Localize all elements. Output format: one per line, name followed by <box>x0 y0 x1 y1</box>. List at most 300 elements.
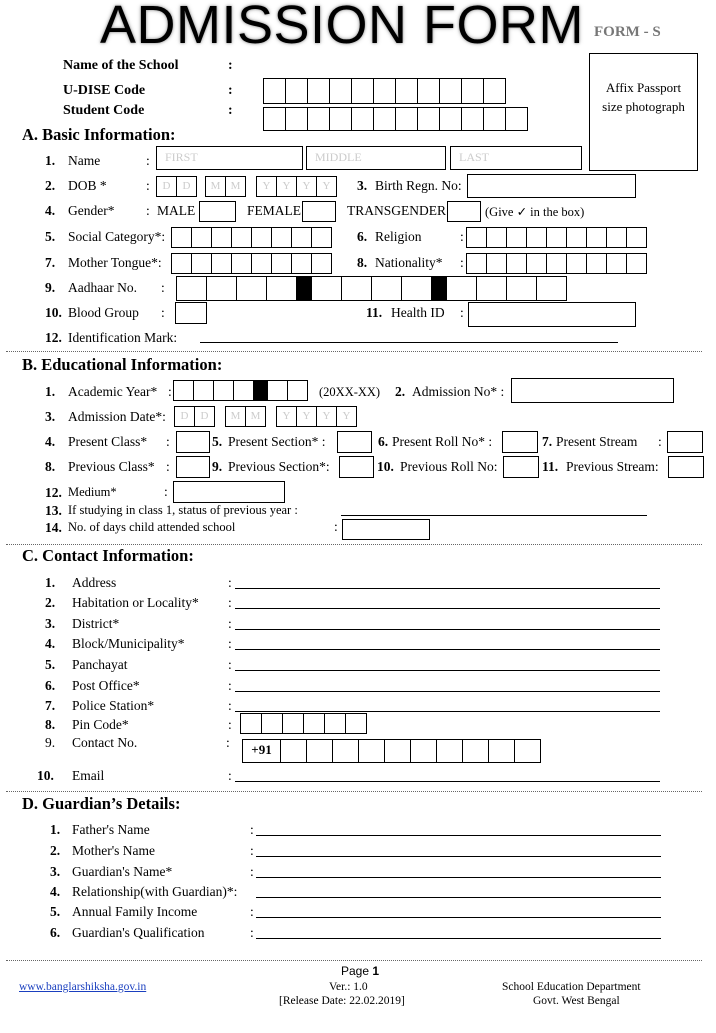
date-cell[interactable]: Y <box>336 406 357 427</box>
item-number: 1. <box>45 575 56 590</box>
release-date: [Release Date: 22.02.2019] <box>279 995 405 1007</box>
photo-instruction: Affix Passport size photograph <box>602 80 685 114</box>
religion-cell[interactable] <box>586 227 607 248</box>
udise-cell[interactable] <box>439 78 462 104</box>
pin-cell[interactable] <box>240 713 262 734</box>
dob-cell[interactable]: D <box>176 176 197 197</box>
relationship-label: Relationship(with Guardian)*: <box>72 884 238 899</box>
religion-boxes[interactable] <box>467 227 647 248</box>
district-input[interactable] <box>235 629 660 630</box>
aadhaar-cell[interactable] <box>371 276 402 301</box>
item-number: 2. <box>45 595 56 610</box>
student-code-cell[interactable] <box>351 107 374 131</box>
name-label: Name <box>68 153 101 168</box>
previous-section-input[interactable] <box>339 456 374 478</box>
police-station-label: Police Station* <box>72 698 155 713</box>
dob-cell[interactable]: D <box>156 176 177 197</box>
year-cell[interactable] <box>267 380 288 401</box>
item-number: 12. <box>45 330 62 345</box>
blood-group-input[interactable] <box>175 302 207 324</box>
present-stream-input[interactable] <box>667 431 703 453</box>
student-code-cell[interactable] <box>505 107 528 131</box>
nationality-cell[interactable] <box>486 253 507 274</box>
mother-name-label: Mother's Name <box>72 843 156 858</box>
last-name-placeholder: LAST <box>459 150 489 164</box>
page-indicator <box>341 964 379 978</box>
social-cell[interactable] <box>311 227 332 248</box>
item-number: 7. <box>45 255 56 270</box>
medium-label: Medium* <box>68 485 117 499</box>
dob-day-boxes[interactable] <box>157 176 197 197</box>
item-number: 6. <box>357 229 368 244</box>
student-code-cell[interactable] <box>395 107 418 131</box>
year-cell[interactable] <box>173 380 194 401</box>
website-link[interactable]: www.banglarshiksha.gov.in <box>19 981 147 993</box>
udise-cell[interactable] <box>307 78 330 104</box>
birth-regn-input[interactable] <box>467 174 636 198</box>
admission-year-boxes[interactable] <box>277 406 357 427</box>
religion-cell[interactable] <box>486 227 507 248</box>
mother-tongue-cell[interactable] <box>231 253 252 274</box>
passport-photo-box[interactable] <box>589 53 698 171</box>
udise-label: U-DISE Code <box>63 83 146 98</box>
colon: : <box>161 305 165 320</box>
colon: : <box>228 595 232 610</box>
social-category-label: Social Category*: <box>68 229 166 244</box>
present-section-input[interactable] <box>337 431 372 453</box>
udise-cell[interactable] <box>395 78 418 104</box>
mother-tongue-cell[interactable] <box>291 253 312 274</box>
identification-mark-label: Identification Mark: <box>68 330 178 345</box>
colon: : <box>166 459 170 474</box>
mother-tongue-cell[interactable] <box>251 253 272 274</box>
item-number: 2. <box>45 178 56 193</box>
mother-name-input[interactable] <box>256 856 661 857</box>
date-cell[interactable]: M <box>245 406 266 427</box>
religion-cell[interactable] <box>466 227 487 248</box>
contact-cell[interactable] <box>384 739 411 763</box>
aadhaar-label: Aadhaar No. <box>68 280 137 295</box>
colon: : <box>250 864 254 879</box>
aadhaar-cell[interactable] <box>176 276 207 301</box>
section-divider <box>6 544 702 545</box>
item-number: 2. <box>50 843 61 858</box>
aadhaar-separator <box>296 276 312 301</box>
item-number: 9. <box>45 735 56 750</box>
item-number: 6. <box>45 678 56 693</box>
religion-cell[interactable] <box>606 227 627 248</box>
guardian-name-input[interactable] <box>256 877 661 878</box>
aadhaar-cell[interactable] <box>266 276 297 301</box>
udise-code-boxes[interactable] <box>264 78 506 104</box>
colon: : <box>460 305 464 320</box>
year-separator <box>253 380 268 401</box>
government-name: Govt. West Bengal <box>533 995 620 1007</box>
colon: : <box>164 484 168 499</box>
item-number: 1. <box>45 384 56 399</box>
udise-cell[interactable] <box>263 78 286 104</box>
item-number: 5. <box>45 657 56 672</box>
colon: : <box>228 768 232 783</box>
nationality-cell[interactable] <box>506 253 527 274</box>
udise-cell[interactable] <box>373 78 396 104</box>
item-number: 9. <box>45 280 56 295</box>
colon: : <box>250 904 254 919</box>
item-number: 3. <box>45 616 56 631</box>
colon: : <box>166 434 170 449</box>
student-code-cell[interactable] <box>263 107 286 131</box>
item-number: 10. <box>37 768 54 783</box>
social-cell[interactable] <box>171 227 192 248</box>
gender-label: Gender* <box>68 203 115 218</box>
date-cell[interactable]: Y <box>276 406 297 427</box>
school-name-label: Name of the School <box>63 58 179 73</box>
mother-tongue-cell[interactable] <box>171 253 192 274</box>
colon: : <box>460 255 464 270</box>
form-tag: FORM - S <box>594 24 661 40</box>
dob-month-boxes[interactable] <box>206 176 246 197</box>
student-code-cell[interactable] <box>439 107 462 131</box>
police-station-input[interactable] <box>235 711 660 712</box>
year-cell[interactable] <box>193 380 214 401</box>
admission-no-input[interactable] <box>511 378 674 403</box>
days-attended-input[interactable] <box>342 519 430 540</box>
item-number: 12. <box>45 485 62 500</box>
colon: : <box>658 434 662 449</box>
gender-female-checkbox[interactable] <box>302 201 336 222</box>
religion-label: Religion <box>375 229 422 244</box>
student-code-cell[interactable] <box>461 107 484 131</box>
mother-tongue-cell[interactable] <box>211 253 232 274</box>
address-label: Address <box>72 575 117 590</box>
dob-cell[interactable]: Y <box>296 176 317 197</box>
gender-female-label: FEMALE <box>247 203 301 218</box>
relationship-input[interactable] <box>256 897 661 898</box>
nationality-cell[interactable] <box>626 253 647 274</box>
aadhaar-cell[interactable] <box>341 276 372 301</box>
version-text: Ver.: 1.0 <box>329 981 368 993</box>
item-number: 4. <box>45 636 56 651</box>
footer-divider <box>6 960 702 961</box>
year-cell[interactable] <box>213 380 234 401</box>
aadhaar-cell[interactable] <box>506 276 537 301</box>
colon: : <box>228 636 232 651</box>
udise-cell[interactable] <box>285 78 308 104</box>
contact-cell[interactable] <box>488 739 515 763</box>
block-input[interactable] <box>235 649 660 650</box>
middle-name-input[interactable] <box>306 146 446 170</box>
item-number: 14. <box>45 520 62 535</box>
contact-cell[interactable] <box>306 739 333 763</box>
blood-group-label: Blood Group <box>68 305 139 320</box>
colon: : <box>146 178 150 193</box>
colon: : <box>228 698 232 713</box>
country-code: +91 <box>242 739 281 763</box>
gender-male-label: MALE <box>157 203 196 218</box>
item-number: 4. <box>45 203 56 218</box>
first-name-placeholder: FIRST <box>165 150 198 164</box>
colon: : <box>228 83 233 98</box>
item-number: 7. <box>542 434 553 449</box>
religion-cell[interactable] <box>506 227 527 248</box>
admission-day-boxes[interactable] <box>175 406 215 427</box>
mother-tongue-cell[interactable] <box>191 253 212 274</box>
date-cell[interactable]: D <box>194 406 215 427</box>
colon: : <box>250 843 254 858</box>
item-number: 3. <box>50 864 61 879</box>
previous-roll-label: Previous Roll No: <box>400 459 498 474</box>
date-cell[interactable]: Y <box>316 406 337 427</box>
colon: : <box>460 229 464 244</box>
student-code-cell[interactable] <box>307 107 330 131</box>
nationality-cell[interactable] <box>586 253 607 274</box>
page-title: ADMISSION FORM <box>100 0 585 55</box>
section-d-title: D. Guardian’s Details: <box>22 794 181 813</box>
pin-code-boxes[interactable] <box>241 713 367 734</box>
student-code-cell[interactable] <box>285 107 308 131</box>
aadhaar-cell[interactable] <box>536 276 567 301</box>
email-input[interactable] <box>235 781 660 782</box>
date-cell[interactable]: D <box>174 406 195 427</box>
class1-status-input[interactable] <box>341 515 647 516</box>
previous-class-label: Previous Class* <box>68 459 155 474</box>
religion-cell[interactable] <box>566 227 587 248</box>
mother-tongue-cell[interactable] <box>271 253 292 274</box>
contact-cell[interactable] <box>436 739 463 763</box>
section-b-title: B. Educational Information: <box>22 355 223 374</box>
item-number: 11. <box>366 305 383 320</box>
address-input[interactable] <box>235 588 660 589</box>
item-number: 11. <box>542 459 559 474</box>
aadhaar-cell[interactable] <box>206 276 237 301</box>
student-code-cell[interactable] <box>417 107 440 131</box>
item-number: 2. <box>395 384 406 399</box>
social-cell[interactable] <box>251 227 272 248</box>
udise-cell[interactable] <box>461 78 484 104</box>
colon: : <box>226 735 230 750</box>
colon: : <box>168 384 172 399</box>
mother-tongue-boxes[interactable] <box>172 253 332 274</box>
year-format-hint: (20XX-XX) <box>319 385 381 399</box>
religion-cell[interactable] <box>526 227 547 248</box>
pin-cell[interactable] <box>282 713 304 734</box>
social-cell[interactable] <box>231 227 252 248</box>
gender-male-checkbox[interactable] <box>199 201 236 222</box>
academic-year-label: Academic Year* <box>68 384 158 399</box>
previous-class-input[interactable] <box>176 456 210 478</box>
email-label: Email <box>72 768 105 783</box>
contact-cell[interactable] <box>462 739 489 763</box>
colon: : <box>228 575 232 590</box>
present-roll-input[interactable] <box>502 431 538 453</box>
colon: : <box>161 280 165 295</box>
nationality-cell[interactable] <box>546 253 567 274</box>
pin-cell[interactable] <box>345 713 367 734</box>
student-code-cell[interactable] <box>483 107 506 131</box>
dob-label: DOB * <box>68 178 107 193</box>
present-class-label: Present Class* <box>68 434 148 449</box>
udise-cell[interactable] <box>483 78 506 104</box>
nationality-boxes[interactable] <box>467 253 647 274</box>
class1-status-label: If studying in class 1, status of previous year : <box>68 503 298 517</box>
date-cell[interactable]: M <box>225 406 246 427</box>
religion-cell[interactable] <box>626 227 647 248</box>
colon: : <box>250 925 254 940</box>
colon: : <box>228 678 232 693</box>
identification-mark-input[interactable] <box>200 342 618 343</box>
item-number: 5. <box>50 904 61 919</box>
aadhaar-cell[interactable] <box>311 276 342 301</box>
page-number: 1 <box>372 964 380 978</box>
aadhaar-cell[interactable] <box>476 276 507 301</box>
present-roll-label: Present Roll No* : <box>392 434 493 449</box>
guardian-qualification-input[interactable] <box>256 938 661 939</box>
udise-cell[interactable] <box>329 78 352 104</box>
colon: : <box>228 657 232 672</box>
contact-cell[interactable] <box>280 739 307 763</box>
present-stream-label: Present Stream <box>556 434 638 449</box>
admission-no-label: Admission No* : <box>412 384 505 399</box>
social-cell[interactable] <box>271 227 292 248</box>
item-number: 8. <box>45 459 56 474</box>
aadhaar-cell[interactable] <box>446 276 477 301</box>
block-label: Block/Municipality* <box>72 636 185 651</box>
item-number: 5. <box>45 229 56 244</box>
post-office-input[interactable] <box>235 691 660 692</box>
family-income-label: Annual Family Income <box>72 904 198 919</box>
district-label: District* <box>72 616 120 631</box>
udise-cell[interactable] <box>417 78 440 104</box>
pin-cell[interactable] <box>324 713 346 734</box>
contact-cell[interactable] <box>514 739 541 763</box>
aadhaar-cell[interactable] <box>401 276 432 301</box>
pin-cell[interactable] <box>303 713 325 734</box>
dob-cell[interactable]: Y <box>256 176 277 197</box>
contact-no-label: Contact No. <box>72 735 138 750</box>
religion-cell[interactable] <box>546 227 567 248</box>
admission-month-boxes[interactable] <box>226 406 266 427</box>
section-divider <box>6 791 702 792</box>
birth-regn-label: Birth Regn. No: <box>375 178 462 193</box>
dob-cell[interactable]: Y <box>276 176 297 197</box>
colon: : <box>228 616 232 631</box>
social-category-boxes[interactable] <box>172 227 332 248</box>
item-number: 3. <box>45 409 56 424</box>
dob-cell[interactable]: Y <box>316 176 337 197</box>
middle-name-placeholder: MIDDLE <box>315 150 362 164</box>
mother-tongue-label: Mother Tongue*: <box>68 255 162 270</box>
mother-tongue-cell[interactable] <box>311 253 332 274</box>
item-number: 6. <box>378 434 389 449</box>
nationality-cell[interactable] <box>606 253 627 274</box>
year-cell[interactable] <box>233 380 254 401</box>
student-code-label: Student Code <box>63 103 145 118</box>
item-number: 10. <box>45 305 62 320</box>
student-code-cell[interactable] <box>329 107 352 131</box>
colon: : <box>250 822 254 837</box>
panchayat-label: Panchayat <box>72 657 128 672</box>
nationality-label: Nationality* <box>375 255 443 270</box>
aadhaar-separator <box>431 276 447 301</box>
pin-code-label: Pin Code* <box>72 717 129 732</box>
post-office-label: Post Office* <box>72 678 140 693</box>
social-cell[interactable] <box>211 227 232 248</box>
family-income-input[interactable] <box>256 917 661 918</box>
aadhaar-boxes[interactable] <box>177 276 567 301</box>
colon: : <box>228 103 233 118</box>
section-divider <box>6 351 702 352</box>
panchayat-input[interactable] <box>235 670 660 671</box>
colon: : <box>146 153 150 168</box>
dob-cell[interactable]: M <box>205 176 226 197</box>
contact-no-boxes[interactable] <box>243 739 541 763</box>
item-number: 8. <box>45 717 56 732</box>
section-a-title: A. Basic Information: <box>22 125 176 144</box>
contact-cell[interactable] <box>358 739 385 763</box>
father-name-input[interactable] <box>256 835 661 836</box>
colon: : <box>228 717 232 732</box>
item-number: 1. <box>45 153 56 168</box>
item-number: 8. <box>357 255 368 270</box>
guardian-qualification-label: Guardian's Qualification <box>72 925 205 940</box>
pin-cell[interactable] <box>261 713 283 734</box>
department-name: School Education Department <box>502 981 641 993</box>
social-cell[interactable] <box>191 227 212 248</box>
colon: : <box>146 203 150 218</box>
contact-cell[interactable] <box>332 739 359 763</box>
present-class-input[interactable] <box>176 431 210 453</box>
item-number: 6. <box>50 925 61 940</box>
udise-cell[interactable] <box>351 78 374 104</box>
gender-transgender-label: TRANSGENDER <box>347 203 447 218</box>
admission-date-label: Admission Date*: <box>68 409 166 424</box>
nationality-cell[interactable] <box>526 253 547 274</box>
colon: : <box>334 519 338 534</box>
previous-stream-input[interactable] <box>668 456 704 478</box>
health-id-input[interactable] <box>468 302 636 327</box>
year-cell[interactable] <box>287 380 308 401</box>
item-number: 9. <box>212 459 223 474</box>
days-attended-label: No. of days child attended school <box>68 520 236 534</box>
contact-cell[interactable] <box>410 739 437 763</box>
first-name-input[interactable] <box>156 146 303 170</box>
present-section-label: Present Section* : <box>228 434 326 449</box>
item-number: 10. <box>377 459 394 474</box>
habitation-input[interactable] <box>235 608 660 609</box>
nationality-cell[interactable] <box>566 253 587 274</box>
student-code-cell[interactable] <box>373 107 396 131</box>
nationality-cell[interactable] <box>466 253 487 274</box>
tick-instruction: (Give ✓ in the box) <box>485 205 585 219</box>
medium-input[interactable] <box>173 481 285 503</box>
item-number: 3. <box>357 178 368 193</box>
previous-stream-label: Previous Stream: <box>566 459 659 474</box>
date-cell[interactable]: Y <box>296 406 317 427</box>
dob-year-boxes[interactable] <box>257 176 337 197</box>
aadhaar-cell[interactable] <box>236 276 267 301</box>
father-name-label: Father's Name <box>72 822 150 837</box>
item-number: 1. <box>50 822 61 837</box>
social-cell[interactable] <box>291 227 312 248</box>
last-name-input[interactable] <box>450 146 582 170</box>
academic-year-boxes[interactable] <box>174 380 308 401</box>
dob-cell[interactable]: M <box>225 176 246 197</box>
previous-roll-input[interactable] <box>503 456 539 478</box>
section-c-title: C. Contact Information: <box>22 546 194 565</box>
student-code-boxes[interactable] <box>264 107 528 131</box>
gender-transgender-checkbox[interactable] <box>447 201 481 222</box>
item-number: 5. <box>212 434 223 449</box>
